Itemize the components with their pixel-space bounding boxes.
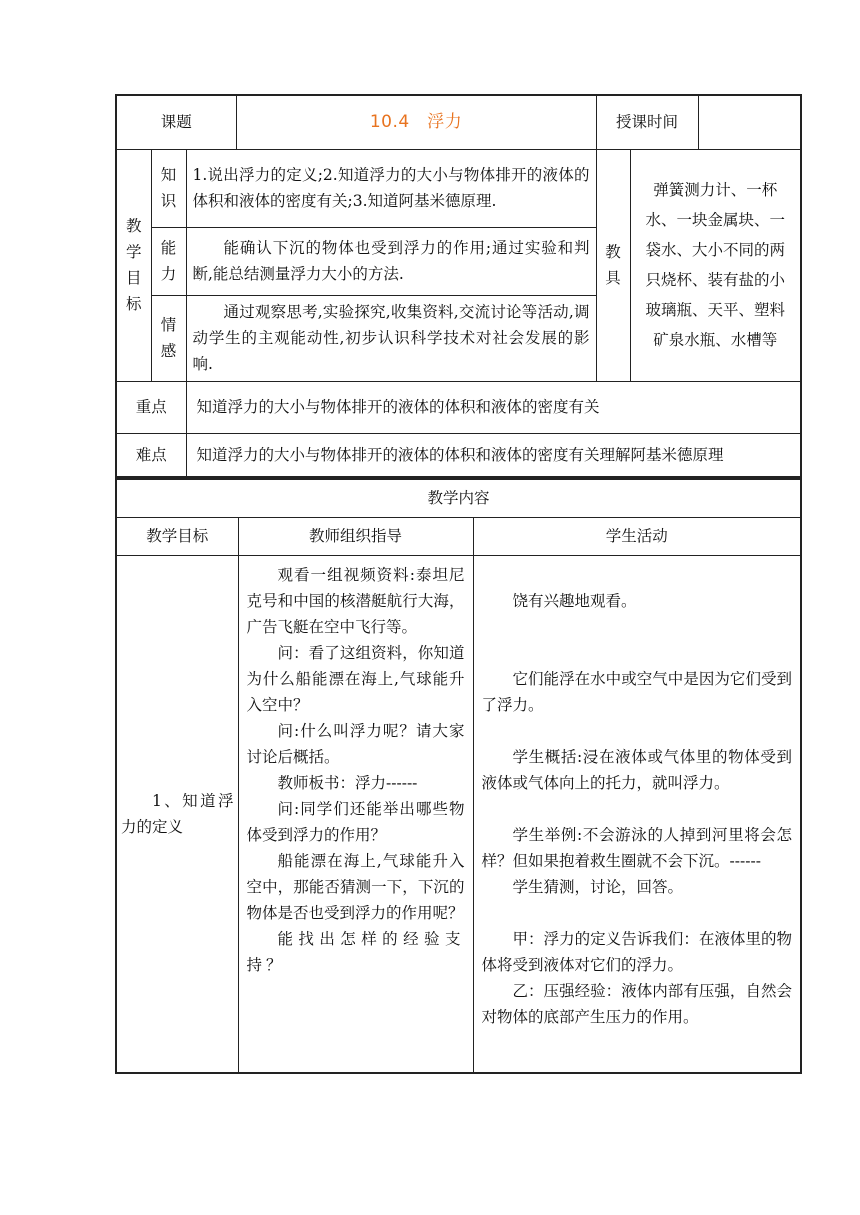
student-paragraph: 甲：浮力的定义告诉我们：在液体里的物体将受到液体对它们的浮力。 [481,929,793,974]
teacher-paragraph: 问：看了这组资料，你知道为什么船能漂在海上,气球能升入空中？ [246,643,465,714]
difficult-point-text: 知道浮力的大小与物体排开的液体的体积和液体的密度有关理解阿基米德原理 [186,433,801,477]
column-header-goal: 教学目标 [116,517,238,555]
column-header-student: 学生活动 [473,517,801,555]
goal-cell: 1、知道浮力的定义 [116,555,238,1073]
subject-label: 课题 [116,95,236,149]
student-paragraph: 乙：压强经验：液体内部有压强，自然会对物体的底部产生压力的作用。 [481,981,793,1026]
student-paragraph: 学生举例:不会游泳的人掉到河里将会怎样？但如果抱着救生圈就不会下沉。------ [481,825,793,870]
lesson-header-table [115,94,802,478]
difficult-point-label: 难点 [116,433,186,477]
teacher-paragraph: 观看一组视频资料:泰坦尼克号和中国的核潜艇航行大海，广告飞艇在空中飞行等。 [246,565,465,636]
teacher-paragraph: 能找出怎样的经验支持？ [246,929,465,974]
column-header-teacher: 教师组织指导 [238,517,473,555]
knowledge-label: 知 识 [151,149,186,227]
student-paragraph: 学生猜测，讨论，回答。 [512,877,684,896]
key-point-label: 重点 [116,381,186,433]
teacher-paragraph: 教师板书：浮力------ [277,773,418,792]
student-paragraph: 学生概括:浸在液体或气体里的物体受到液体或气体向上的托力，就叫浮力。 [481,747,793,792]
lesson-title: 10.4 浮力 [236,95,596,149]
content-title: 教学内容 [116,479,801,517]
time-label: 授课时间 [596,95,698,149]
emotion-text: 通过观察思考,实验探究,收集资料,交流讨论等活动,调动学生的主观能动性,初步认识科学技术对社会发展的影响. [186,295,596,381]
student-paragraph: 它们能浮在水中或空气中是因为它们受到了浮力。 [481,669,793,714]
teacher-paragraph: 问:同学们还能举出哪些物体受到浮力的作用？ [246,799,465,844]
teacher-guidance-cell [238,555,473,1073]
student-activity-cell [473,555,801,1073]
tools-text: 弹簧测力计、一杯水、一块金属块、一袋水、大小不同的两只烧杯、装有盐的小玻璃瓶、天平、塑料矿泉水瓶、水槽等 [630,149,801,381]
ability-text: 能确认下沉的物体也受到浮力的作用;通过实验和判断,能总结测量浮力大小的方法. [186,227,596,295]
tools-label: 教 具 [596,149,630,381]
knowledge-text: 1.说出浮力的定义;2.知道浮力的大小与物体排开的液体的体积和液体的密度有关;3.知道阿基米德原理. [186,149,596,227]
time-value [698,95,801,149]
teaching-content-table [115,478,802,1074]
ability-label: 能 力 [151,227,186,295]
teacher-paragraph: 船能漂在海上,气球能升入空中，那能否猜测一下，下沉的物体是否也受到浮力的作用呢？ [246,851,465,922]
teacher-paragraph: 问:什么叫浮力呢？请大家讨论后概括。 [246,721,465,766]
student-paragraph: 饶有兴趣地观看。 [512,591,637,610]
emotion-label: 情 感 [151,295,186,381]
key-point-text: 知道浮力的大小与物体排开的液体的体积和液体的密度有关 [186,381,801,433]
objectives-label: 教 学 目 标 [116,149,151,381]
